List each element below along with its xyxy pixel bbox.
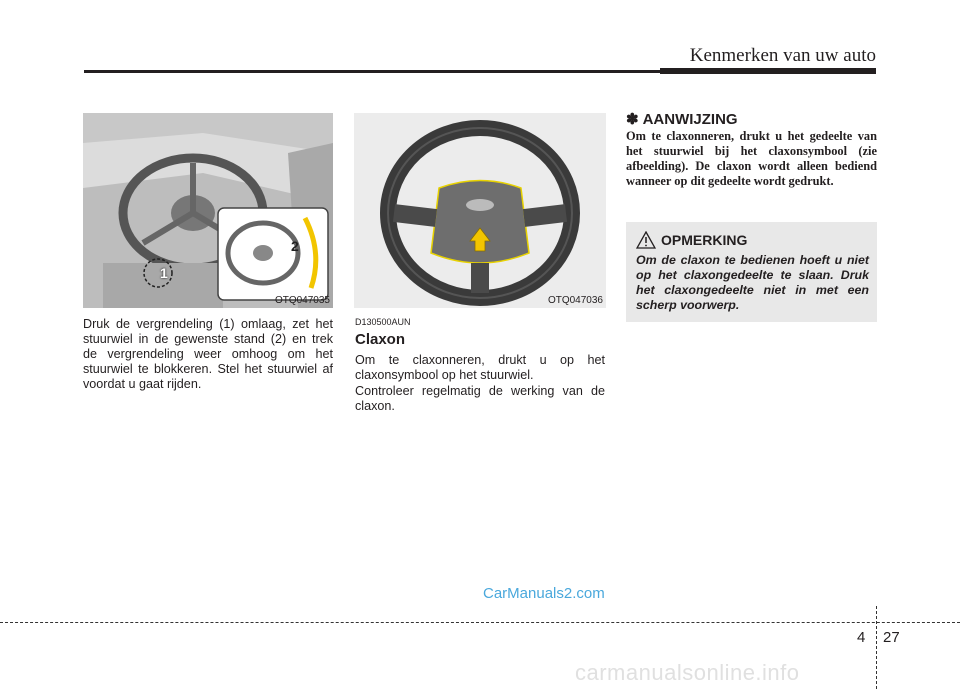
image-caption: OTQ047036: [547, 295, 603, 306]
callout-1: 1: [160, 265, 168, 281]
header-rule-thick: [660, 68, 876, 74]
page-header-title: Kenmerken van uw auto: [689, 45, 876, 66]
horn-paragraph-2: Controleer regelmatig de werking van de claxon.: [355, 384, 605, 413]
warning-heading: OPMERKING: [661, 232, 748, 248]
section-heading-claxon: Claxon: [355, 331, 406, 348]
horn-illustration: [354, 113, 606, 308]
page-number: 27: [883, 629, 900, 646]
footer-watermark: carmanualsonline.info: [575, 660, 800, 685]
note-star-icon: ✽: [626, 111, 639, 128]
note-body: Om te claxonneren, drukt u het gedeelte van het stuurwiel bij het claxonsymbool (zie afbeelding). De claxon wordt alleen bediend wanneer op dit gedeelte wordt gedrukt.: [626, 129, 877, 188]
warning-triangle-icon: [636, 231, 656, 249]
horn-paragraph-1: Om te claxonneren, drukt u op het claxonsymbool op het stuurwiel.: [355, 353, 605, 382]
tilt-instructions: Druk de vergrendeling (1) omlaag, zet het stuurwiel in de gewenste stand (2) en trek de vergrendeling weer omhoog om het stuurwiel te blokkeren. Stel het stuurwiel af voordat u gaat rijden.: [83, 317, 333, 391]
note-heading-label: AANWIJZING: [642, 111, 738, 128]
footer-dashed-line: [0, 622, 960, 623]
steering-tilt-drawing: [83, 113, 333, 308]
footer-vertical-dash: [876, 606, 877, 689]
note-heading: [626, 110, 738, 128]
watermark-link[interactable]: CarManuals2.com: [483, 585, 605, 602]
warning-body: Om de claxon te bedienen hoeft u niet op het claxongedeelte te slaan. Druk het claxongedeelte niet in met een scherp voorwerp.: [636, 253, 869, 312]
steering-tilt-illustration: [83, 113, 333, 308]
warning-box: [626, 222, 877, 322]
image-caption: OTQ047035: [274, 295, 330, 306]
callout-2: 2: [291, 238, 299, 254]
section-number: 4: [857, 629, 866, 646]
section-code: D130500AUN: [355, 317, 411, 327]
steering-wheel-drawing: [354, 113, 606, 308]
